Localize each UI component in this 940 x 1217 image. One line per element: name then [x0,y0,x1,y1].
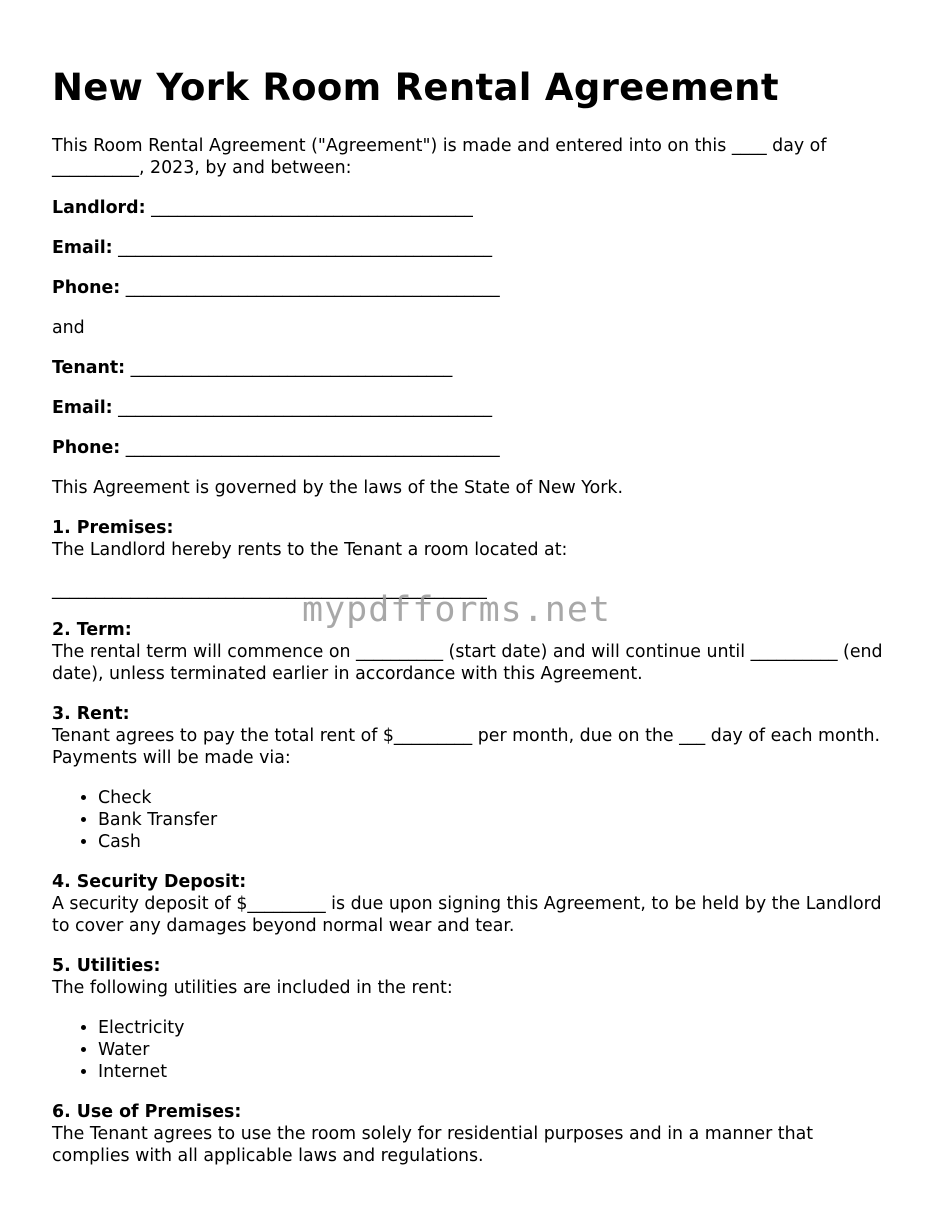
landlord-email-field [52,237,892,259]
section-rent-text: Tenant agrees to pay the total rent of $_________ per month, due on the ___ day of each month. Payments will be made via: [52,726,881,768]
tenant-email-field [52,397,892,419]
section-term-title: 2. Term: [52,620,132,640]
tenant-name-label: Tenant: [52,358,126,378]
premises-address-blank: __________________________________________________ [52,580,487,600]
section-use-title: 6. Use of Premises: [52,1102,242,1122]
section-utilities-text: The following utilities are included in the rent: [52,978,453,998]
governing-law-text: This Agreement is governed by the laws of the State of New York. [52,478,623,498]
landlord-phone-field [52,277,892,299]
list-item: • Cash [98,831,892,853]
tenant-phone-label: Phone: [52,438,121,458]
section-utilities-title: 5. Utilities: [52,956,161,976]
landlord-email-label: Email: [52,238,113,258]
list-item: • Check [98,787,892,809]
section-premises-text: The Landlord hereby rents to the Tenant a room located at: [52,540,568,560]
section-deposit-text: A security deposit of $_________ is due upon signing this Agreement, to be held by the Landlord to cover any damages beyond normal wear and tear. [52,894,882,936]
section-deposit-title: 4. Security Deposit: [52,872,247,892]
list-item: • Water [98,1039,892,1061]
landlord-phone-label: Phone: [52,278,121,298]
list-item: • Electricity [98,1017,892,1039]
tenant-name-field [52,357,892,379]
list-item: • Internet [98,1061,892,1083]
landlord-email-blank: ___________________________________________ [112,238,493,258]
landlord-name-label: Landlord: [52,198,146,218]
utilities-list [52,1017,892,1083]
payment-methods-list [52,787,892,853]
watermark: mypdfforms.net [302,590,612,630]
section-utilities [52,955,892,1083]
tenant-name-blank: _____________________________________ [125,358,453,378]
section-rent [52,703,892,853]
section-term-text: The rental term will commence on __________ (start date) and will continue until __________ (end date), unless terminated earlier in accordance with this Agreement. [52,642,883,684]
intro-paragraph: This Room Rental Agreement ("Agreement") is made and entered into on this ____ day of __________, 2023, by and between: [52,136,827,178]
and-text: and [52,318,85,338]
tenant-phone-field [52,437,892,459]
document-title: New York Room Rental Agreement [52,66,779,109]
landlord-name-field [52,197,892,219]
section-use-text: The Tenant agrees to use the room solely for residential purposes and in a manner that complies with all applicable laws and regulations. [52,1124,814,1166]
landlord-name-blank: _____________________________________ [145,198,473,218]
tenant-phone-blank: ___________________________________________ [120,438,500,458]
list-item: • Bank Transfer [98,809,892,831]
section-use [52,1101,892,1167]
tenant-email-label: Email: [52,398,113,418]
tenant-email-blank: ___________________________________________ [112,398,493,418]
landlord-phone-blank: ___________________________________________ [120,278,500,298]
section-rent-title: 3. Rent: [52,704,130,724]
section-deposit [52,871,892,937]
section-premises-title: 1. Premises: [52,518,174,538]
section-premises [52,517,892,601]
